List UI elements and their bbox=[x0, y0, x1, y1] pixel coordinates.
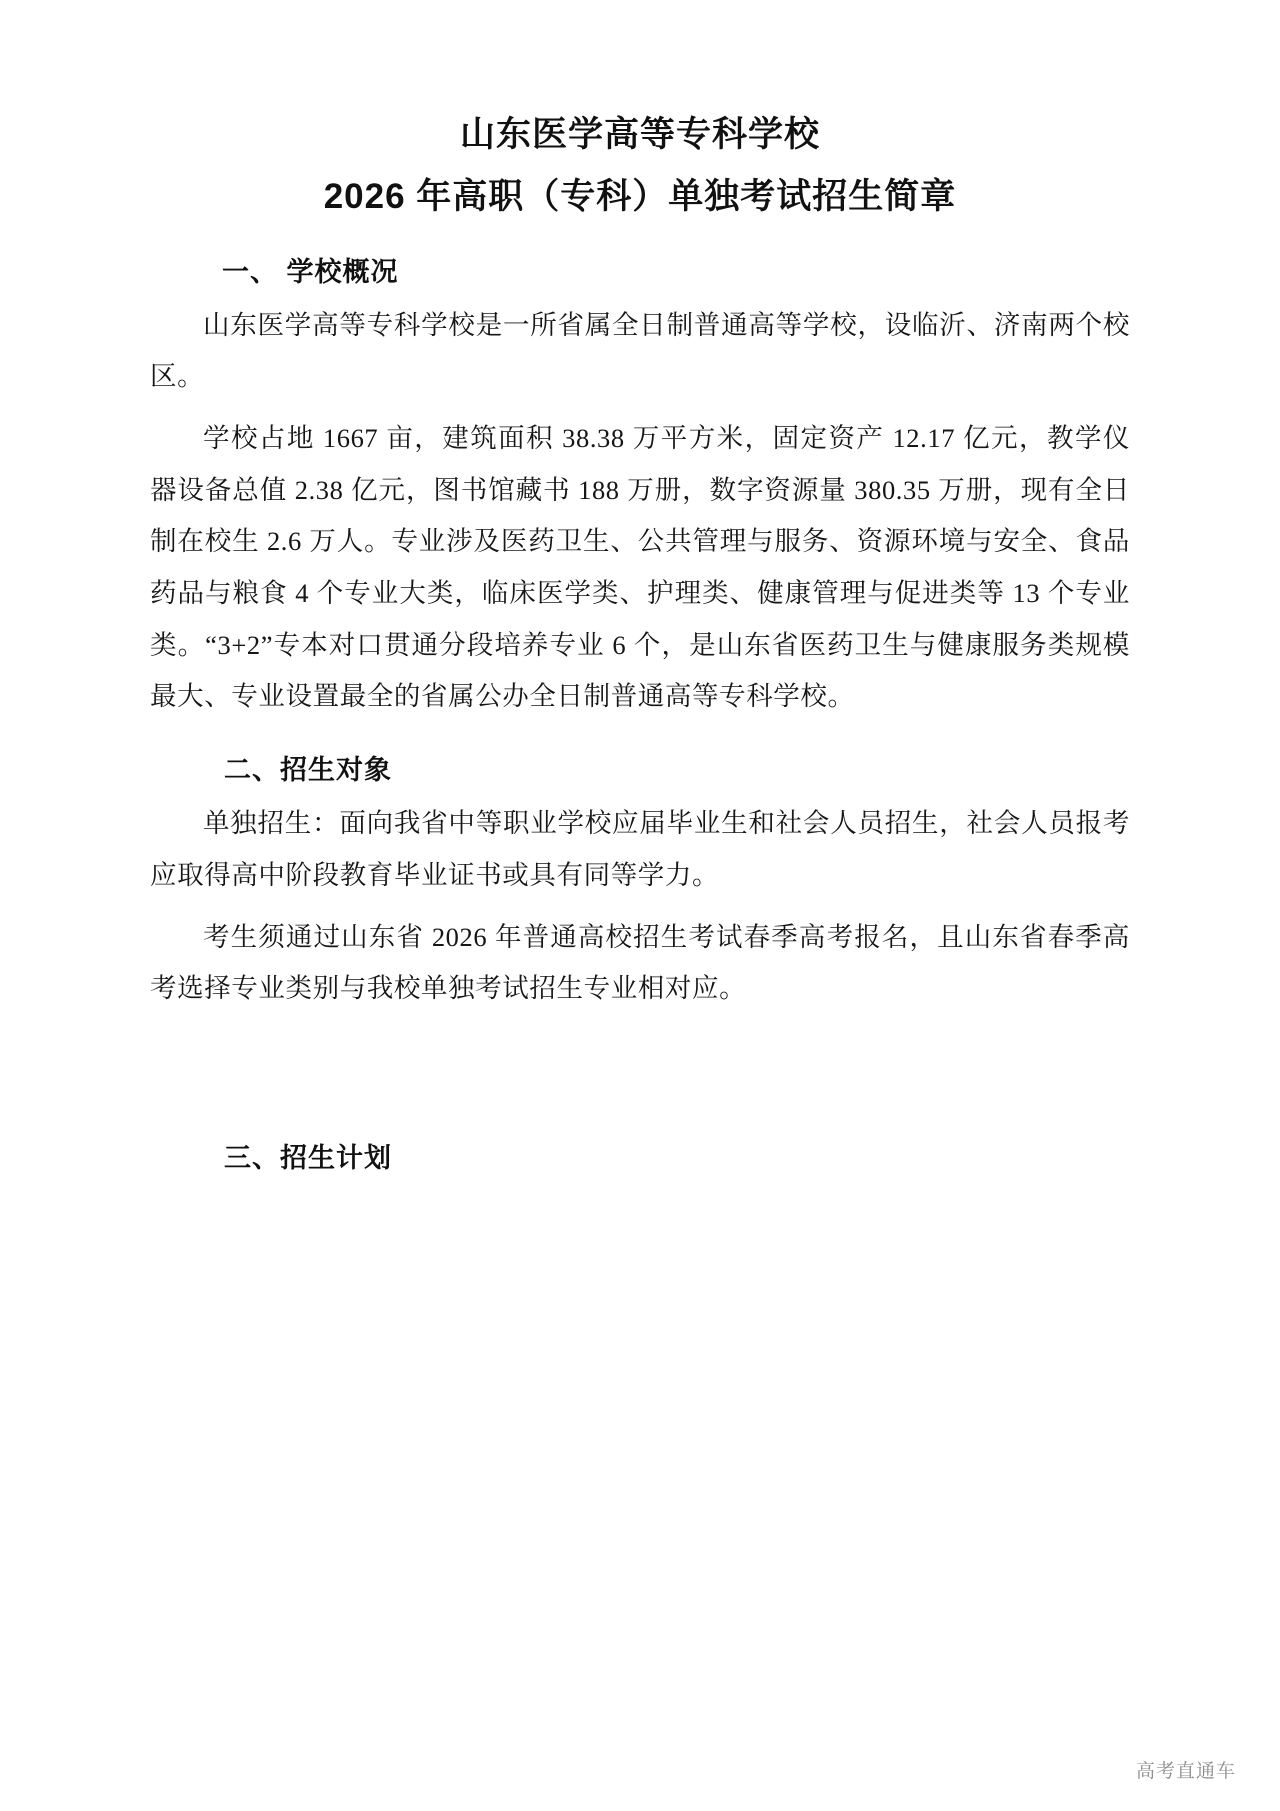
page-title-line1: 山东医学高等专科学校 bbox=[459, 115, 820, 154]
page-title-line2: 2026 年高职（专科）单独考试招生简章 bbox=[323, 177, 957, 217]
section-heading-school-overview: 一、 学校概况 bbox=[222, 256, 399, 287]
paragraph-school-intro: 山东医学高等专科学校是一所省属全日制普通高等学校，设临沂、济南两个校区。 bbox=[150, 309, 1130, 392]
section-heading-admission-plan: 三、招生计划 bbox=[224, 1142, 392, 1173]
paragraph-school-stats: 学校占地 1667 亩，建筑面积 38.38 万平方米，固定资产 12.17 亿元，教学仪器设备总值 2.38 亿元，图书馆藏书 188 万册，数字资源量 380.35 万册，现有全日制在校生 2.6 万人。专业涉及医药卫生、公共管理与服务、资源环境与安全、食品药品与粮食 4 个专业大类，临床医学类、护理类、健康管理与促进类等 13 个专业类。“3+2”专本对口贯通分段培养专业 6 个，是山东省医药卫生与健康服务类规模最大、专业设置最全的省属公办全日制普通高等专科学校。 bbox=[150, 423, 1130, 712]
paragraph-exam-registration: 考生须通过山东省 2026 年普通高校招生考试春季高考报名，且山东省春季高考选择专业类别与我校单独考试招生专业相对应。 bbox=[150, 921, 1130, 1004]
watermark: 高考直通车 bbox=[1135, 1761, 1236, 1782]
section-heading-admission-targets: 二、招生对象 bbox=[224, 755, 392, 786]
paragraph-single-admission: 单独招生：面向我省中等职业学校应届毕业生和社会人员招生，社会人员报考应取得高中阶段教育毕业证书或具有同等学力。 bbox=[150, 808, 1130, 890]
section-spacer bbox=[150, 1025, 1130, 1111]
